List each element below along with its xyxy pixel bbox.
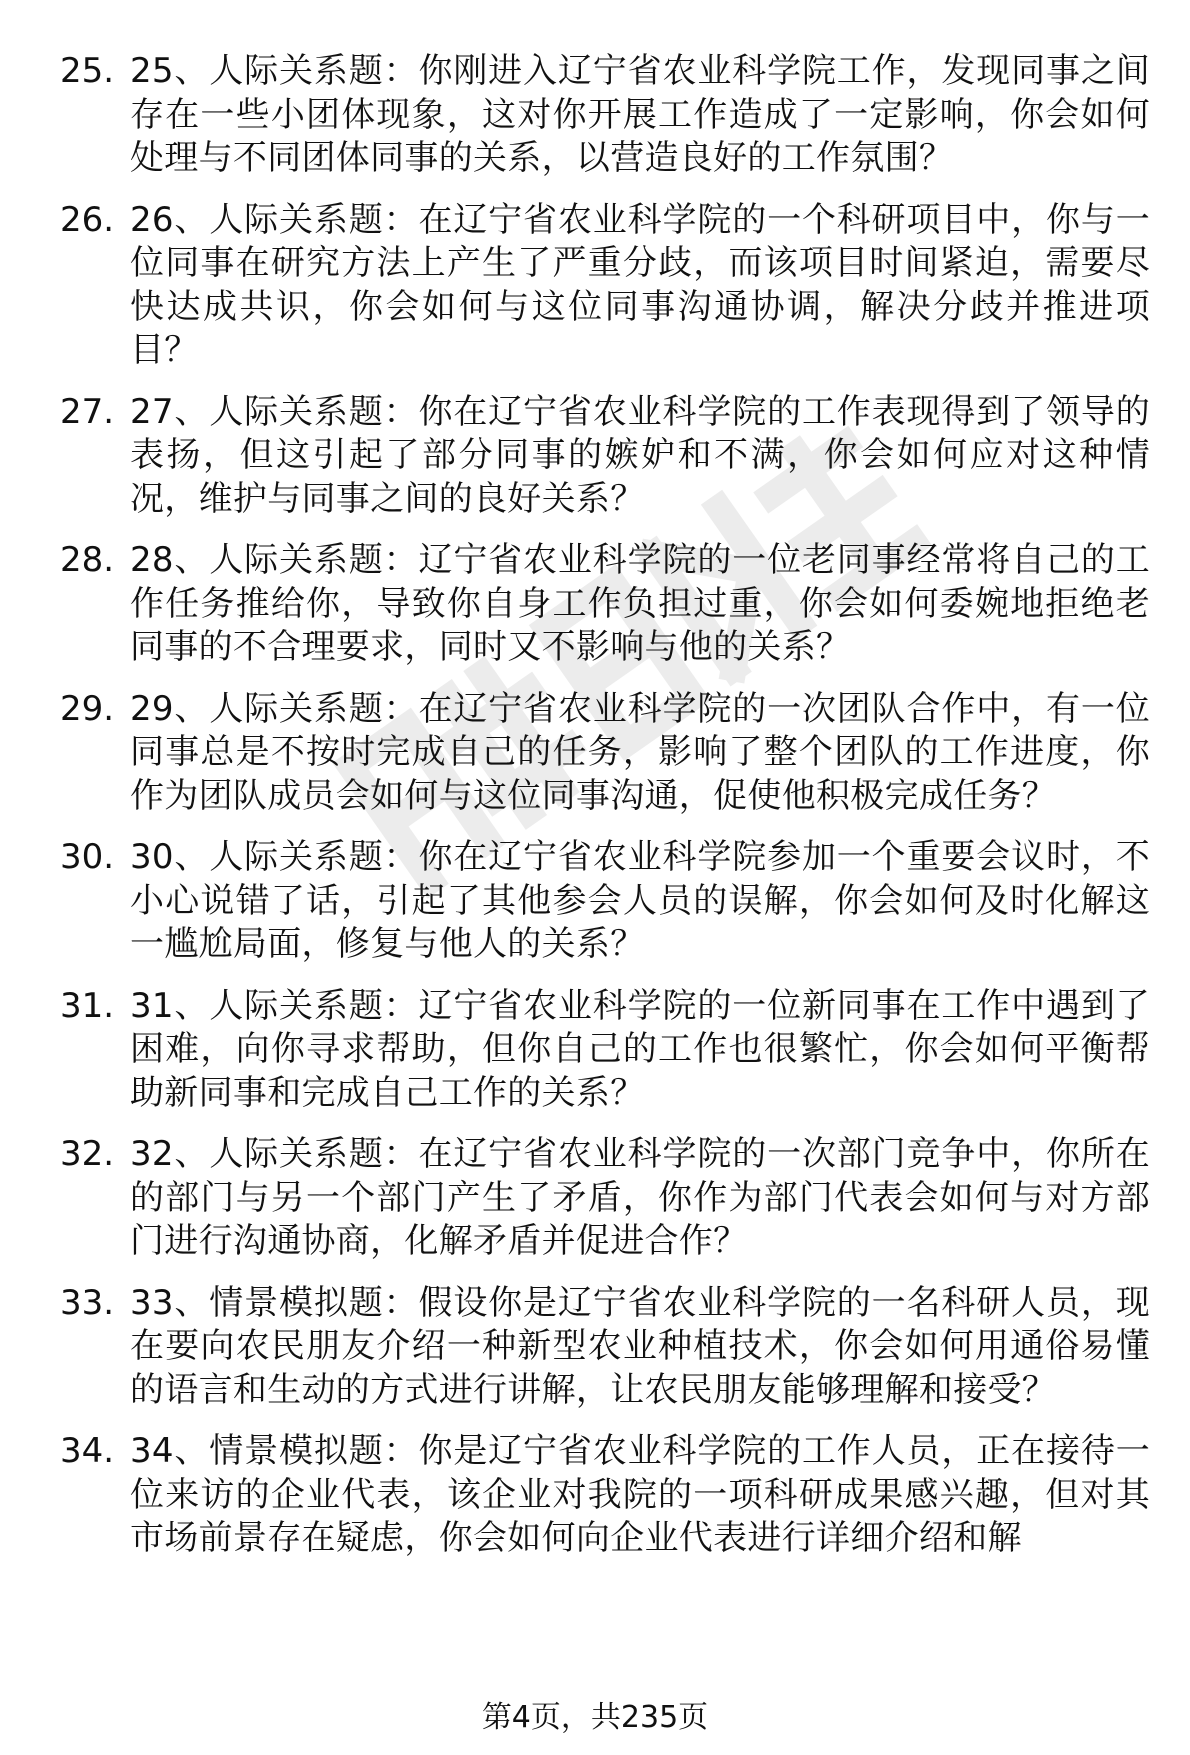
question-text: 34、情景模拟题：你是辽宁省农业科学院的工作人员，正在接待一位来访的企业代表，该企业对我院的一项科研成果感兴趣，但对其市场前景存在疑虑，你会如何向企业代表进行详细介绍和解 <box>130 1431 1150 1558</box>
question-item <box>60 391 1150 522</box>
question-item <box>60 985 1150 1116</box>
question-list <box>60 50 1150 1579</box>
page-number: 第4页，共235页 <box>481 1700 709 1735</box>
question-number: 25. <box>60 51 115 91</box>
question-number: 29. <box>60 688 115 729</box>
question-item <box>60 1430 1150 1561</box>
question-number: 32. <box>60 1134 115 1174</box>
question-number: 30. <box>60 837 115 877</box>
question-text: 33、情景模拟题：假设你是辽宁省农业科学院的一名科研人员，现在要向农民朋友介绍一种新型农业种植技术，你会如何用通俗易懂的语言和生动的方式进行讲解，让农民朋友能够理解和接受？ <box>130 1282 1150 1410</box>
question-item <box>60 688 1150 819</box>
question-text: 25、人际关系题：你刚进入辽宁省农业科学院工作，发现同事之间存在一些小团体现象，这对你开展工作造成了一定影响，你会如何处理与不同团体同事的关系，以营造良好的工作氛围？ <box>130 51 1150 178</box>
question-number: 33. <box>60 1282 115 1323</box>
question-item <box>60 50 1150 181</box>
question-text: 30、人际关系题：你在辽宁省农业科学院参加一个重要会议时，不小心说错了话，引起了其他参会人员的误解，你会如何及时化解这一尴尬局面，修复与他人的关系？ <box>130 837 1150 964</box>
question-item <box>60 1282 1150 1413</box>
question-text: 26、人际关系题：在辽宁省农业科学院的一个科研项目中，你与一位同事在研究方法上产生了严重分歧，而该项目时间紧迫，需要尽快达成共识，你会如何与这位同事沟通协调，解决分歧并推进项目？ <box>130 199 1150 370</box>
question-text: 29、人际关系题：在辽宁省农业科学院的一次团队合作中，有一位同事总是不按时完成自己的任务，影响了整个团队的工作进度，你作为团队成员会如何与这位同事沟通，促使他积极完成任务？ <box>130 688 1150 816</box>
question-text: 31、人际关系题：辽宁省农业科学院的一位新同事在工作中遇到了困难，向你寻求帮助，但你自己的工作也很繁忙，你会如何平衡帮助新同事和完成自己工作的关系？ <box>130 985 1150 1113</box>
question-item <box>60 199 1150 373</box>
question-item <box>60 836 1150 967</box>
question-text: 27、人际关系题：你在辽宁省农业科学院的工作表现得到了领导的表扬，但这引起了部分同事的嫉妒和不满，你会如何应对这种情况，维护与同事之间的良好关系？ <box>130 391 1150 519</box>
question-number: 31. <box>60 985 115 1026</box>
question-item <box>60 1133 1150 1264</box>
question-item <box>60 539 1150 670</box>
question-text: 32、人际关系题：在辽宁省农业科学院的一次部门竞争中，你所在的部门与另一个部门产生了矛盾，你作为部门代表会如何与对方部门进行沟通协商，化解矛盾并促进合作？ <box>130 1134 1150 1261</box>
question-number: 26. <box>60 199 115 240</box>
question-number: 34. <box>60 1431 115 1471</box>
question-number: 28. <box>60 540 115 580</box>
question-text: 28、人际关系题：辽宁省农业科学院的一位老同事经常将自己的工作任务推给你，导致你自身工作负担过重，你会如何委婉地拒绝老同事的不合理要求，同时又不影响与他的关系？ <box>130 540 1150 667</box>
question-number: 27. <box>60 391 115 432</box>
